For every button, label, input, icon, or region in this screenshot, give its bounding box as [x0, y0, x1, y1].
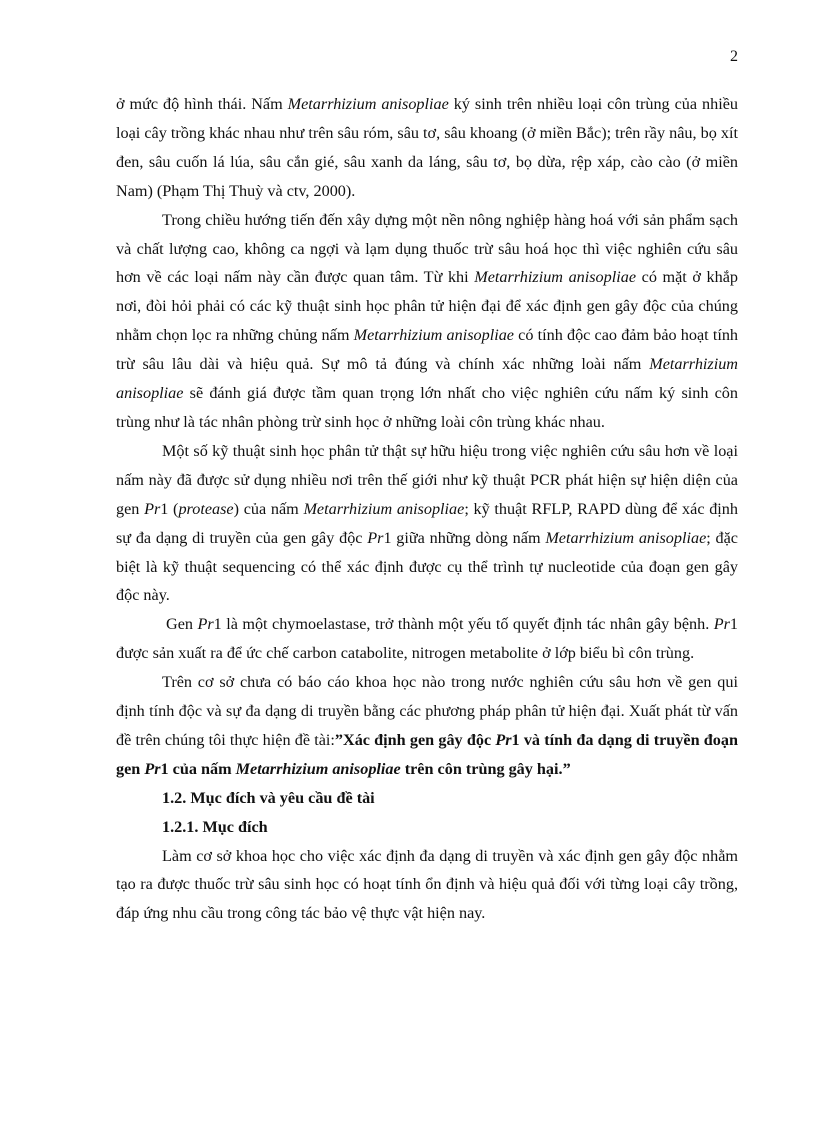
species-name: Metarrhizium anisopliae	[545, 528, 707, 547]
gene-name: Pr	[144, 499, 161, 518]
paragraph-1: ở mức độ hình thái. Nấm Metarrhizium anisopliae ký sinh trên nhiều loại côn trùng của nhiều loại cây trồng khác nhau như trên sâu róm, sâu tơ, sâu khoang (ở miền Bắc); trên rầy nâu, bọ xít đen, sâu cuốn lá lúa, sâu cắn gié, sâu xanh da láng, sâu tơ, bọ dừa, rệp xáp, cào cào (ở miền Nam) (Phạm Thị Thuỳ và ctv, 2000).	[116, 95, 738, 200]
paragraph-6: Làm cơ sở khoa học cho việc xác định đa dạng di truyền và xác định gen gây độc nhằm tạo ra được thuốc trừ sâu sinh học có hoạt tính ổn định và hiệu quả đối với từng loại cây trồng, đáp ứng nhu cầu trong công tác bảo vệ thực vật hiện nay.	[116, 846, 738, 923]
paragraph-3: Một số kỹ thuật sinh học phân tử thật sự hữu hiệu trong việc nghiên cứu sâu hơn về loại nấm này đã được sử dụng nhiều nơi trên thế giới như kỹ thuật PCR phát hiện sự hiện diện của gen Pr1 (protease) của nấm Metarrhizium anisopliae; kỹ thuật RFLP, RAPD dùng để xác định sự đa dạng di truyền của gen gây độc Pr1 giữa những dòng nấm Metarrhizium anisopliae; đặc biệt là kỹ thuật sequencing có thể xác định được cụ thể trình tự nucleotide của đoạn gen gây độc này.	[116, 441, 738, 605]
section-heading-1-2: 1.2. Mục đích và yêu cầu đề tài	[162, 788, 375, 807]
paragraph-4: Gen Pr1 là một chymoelastase, trở thành một yếu tố quyết định tác nhân gây bệnh. Pr1 được sản xuất ra để ức chế carbon catabolite, nitrogen metabolite ở lớp biểu bì côn trùng.	[116, 615, 738, 663]
species-name: Metarrhizium anisopliae	[303, 499, 465, 518]
page-number: 2	[730, 48, 738, 65]
section-heading-1-2-1: 1.2.1. Mục đích	[162, 817, 268, 836]
species-name: Metarrhizium anisopliae	[116, 355, 738, 403]
species-name: Metarrhizium anisopliae	[353, 326, 514, 345]
species-name: Metarrhizium anisopliae	[287, 95, 449, 113]
paragraph-5: Trên cơ sở chưa có báo cáo khoa học nào trong nước nghiên cứu sâu hơn về gen qui định tính độc và sự đa dạng di truyền bằng các phương pháp phân tử hiện đại. Xuất phát từ vấn đề trên chúng tôi thực hiện đề tài:”Xác định gen gây độc Pr1 và tính đa dạng di truyền đoạn gen Pr1 của nấm Metarrhizium anisopliae trên côn trùng gây hại.”	[116, 673, 738, 778]
gene-name: Pr	[367, 528, 384, 547]
gene-name: Pr	[713, 615, 730, 634]
body-text	[116, 90, 738, 928]
paragraph-2: Trong chiều hướng tiến đến xây dựng một nền nông nghiệp hàng hoá với sản phẩm sạch và chất lượng cao, không ca ngợi và lạm dụng thuốc trừ sâu hoá học thì việc nghiên cứu sâu hơn về các loại nấm này cần được quan tâm. Từ khi Metarrhizium anisopliae có mặt ở khắp nơi, đòi hỏi phải có các kỹ thuật sinh học phân tử hiện đại để xác định gen gây độc của chúng nhằm chọn lọc ra những chủng nấm Metarrhizium anisopliae có tính độc cao đảm bảo hoạt tính trừ sâu lâu dài và hiệu quả. Sự mô tả đúng và chính xác những loài nấm Metarrhizium anisopliae sẽ đánh giá được tầm quan trọng lớn nhất cho việc nghiên cứu nấm ký sinh côn trùng như là tác nhân phòng trừ sinh học ở những loài côn trùng khác nhau.	[116, 210, 739, 431]
protease-term: protease	[178, 499, 234, 518]
gene-name: Pr	[197, 615, 214, 634]
species-name: Metarrhizium anisopliae	[474, 268, 637, 287]
thesis-title: ”Xác định gen gây độc Pr1 và tính đa dạng di truyền đoạn gen Pr1 của nấm Metarrhizium anisopliae trên côn trùng gây hại.”	[116, 730, 738, 778]
